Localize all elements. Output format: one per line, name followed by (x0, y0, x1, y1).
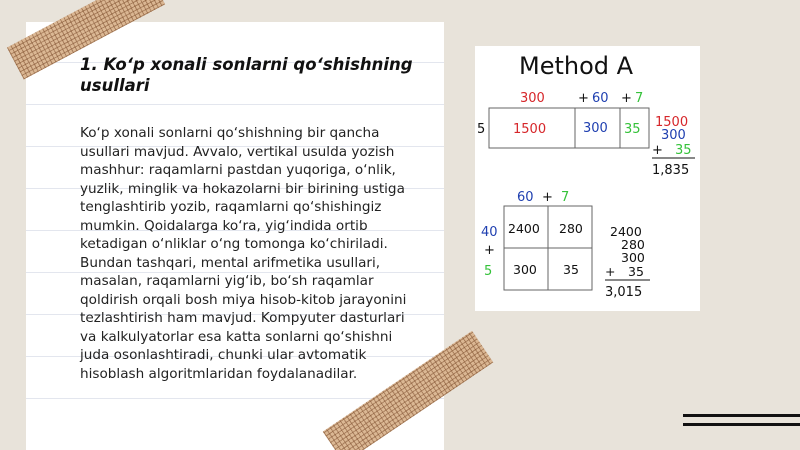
multiplier-5: 5 (477, 122, 486, 137)
sum-280: 280 (621, 237, 645, 252)
sum-plus: + (652, 143, 663, 158)
sum-300: 300 (621, 250, 645, 265)
multiplier-40: 40 (481, 225, 498, 240)
header-7: 7 (635, 91, 644, 106)
cell-1500: 1500 (513, 122, 547, 137)
header-60: 60 (592, 91, 609, 106)
decorative-line (683, 423, 800, 426)
section-title: 1. Ko‘p xonali sonlarni qo‘shishning usullari (80, 55, 413, 95)
sum-35: 35 (675, 143, 692, 158)
cell-300: 300 (513, 262, 537, 277)
multiplier-5: 5 (484, 264, 493, 279)
method-a-diagram (475, 46, 700, 311)
plus-sign: + (578, 91, 589, 106)
cell-2400: 2400 (508, 221, 540, 236)
method-title: Method A (519, 52, 634, 80)
decorative-line (683, 414, 800, 417)
cell-35: 35 (624, 122, 641, 137)
sum-35: 35 (628, 264, 644, 279)
multiplier-plus: + (484, 243, 495, 258)
header-300: 300 (520, 91, 545, 106)
header-60: 60 (517, 190, 534, 205)
sum-1500: 1500 (655, 115, 689, 130)
sum-300: 300 (661, 128, 686, 143)
header-7: 7 (561, 190, 570, 205)
paper-rule (26, 104, 444, 105)
total-3015: 3,015 (605, 285, 643, 300)
body-paragraph: Ko‘p xonali sonlarni qo‘shishning bir qancha usullari mavjud. Avvalo, vertikal usulda yozish mashhur: raqamlarni pastdan yuqoriga, o‘nlik, yuzlik, minglik va hokazolarni bir birining ustiga tenglashtirib yozib, raqamlarni qo‘shishingiz mumkin. Qoidalarga ko‘ra, yig‘indida ortib ketadigan o‘nliklar o‘ng tomonga ko‘chiriladi. Bundan tashqari, mental arifmetika usullari, masalan, raqamlarni yig‘ib, bo‘sh raqamlar qoldirish orqali bosh miya hisob-kitob jarayonini tezlashtirish ham mavjud. Kompyuter dasturlari va kalkulyatorlar esa katta sonlarni qo‘shishni juda osonlashtiradi, chunki ular avtomatik hisoblash algoritmlaridan foydalanadilar. (80, 125, 407, 382)
total-1835: 1,835 (652, 163, 690, 178)
plus-sign: + (542, 190, 553, 205)
cell-280: 280 (559, 221, 583, 236)
plus-sign: + (621, 91, 632, 106)
sum-2400: 2400 (610, 224, 642, 239)
cell-35: 35 (563, 262, 579, 277)
method-a-figure (475, 46, 700, 311)
sum-plus: + (605, 264, 616, 279)
cell-300: 300 (583, 121, 608, 136)
